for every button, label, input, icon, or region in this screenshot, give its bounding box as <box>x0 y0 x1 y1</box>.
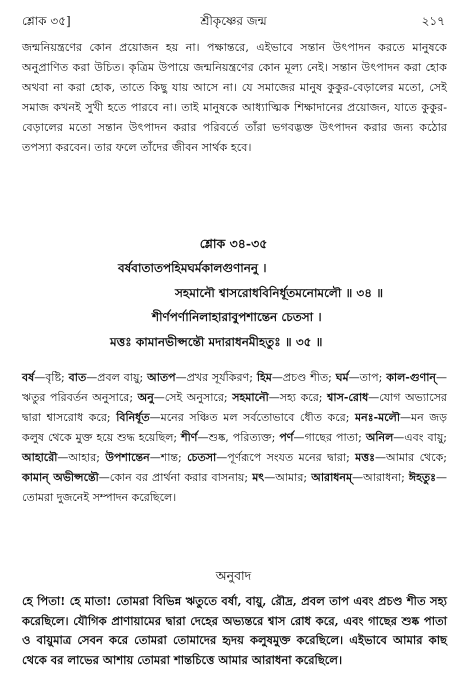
synonym-word: আহারৌ <box>22 451 58 464</box>
synonym-dash: — <box>175 371 187 384</box>
synonym-dash: — <box>98 471 110 484</box>
synonym-meaning: প্রবল বায়ু; <box>97 371 148 384</box>
synonym-dash: — <box>268 391 280 404</box>
synonym-word: শীর্ণ <box>181 431 198 444</box>
synonym-dash: — <box>375 451 387 464</box>
synonym-dash: — <box>436 371 447 384</box>
synonym-dash: — <box>34 371 46 384</box>
synonym-word: চেতসা <box>187 451 217 464</box>
synonym-word: সহমানৌ <box>232 391 269 404</box>
synonym-word: উপশান্তেন <box>105 451 150 464</box>
word-meanings <box>22 368 447 508</box>
synonym-word: কামান্ অভীপ্সন্তৌ <box>22 471 99 484</box>
synonym-word: শ্বাস-রোধ <box>327 391 369 404</box>
page-header <box>22 12 445 30</box>
synonym-word: পর্ণ <box>279 431 294 444</box>
synonym-meaning: শুষ্ক, পরিত্যক্ত; <box>208 431 280 444</box>
synonym-meaning: আমার থেকে; <box>386 451 447 464</box>
synonym-dash: — <box>293 431 305 444</box>
synonym-dash: — <box>197 431 209 444</box>
synonym-word: অনিল <box>365 431 394 444</box>
verse-reference: শ্লোক ৩৫] <box>22 14 71 28</box>
verse-line-1: বর্ষবাতাতপহিমঘর্মকালগুণাননু । <box>118 261 267 275</box>
synonym-meaning: এবং বায়ু; <box>404 431 448 444</box>
synonym-meaning: সহ্য করে; <box>279 391 328 404</box>
synonym-meaning: কোন বর প্রার্থনা করার বাসনায়; <box>109 471 253 484</box>
synonym-meaning: আমার; <box>275 471 312 484</box>
synonym-dash: — <box>393 431 405 444</box>
synonym-meaning: মনের সঞ্চিত মল সর্বতোভাবে ধৌত করে; <box>160 411 356 424</box>
synonym-word: মৎ <box>252 471 265 484</box>
synonym-dash: — <box>271 371 283 384</box>
synonym-word: বিনির্ধূত <box>116 411 150 424</box>
synonym-meaning: সেই অনুসারে; <box>164 391 233 404</box>
synonym-dash: — <box>352 471 364 484</box>
synonym-meaning: প্রচণ্ড শীত; <box>282 371 336 384</box>
synonym-dash: — <box>264 471 276 484</box>
synonym-meaning: তাপ; <box>359 371 387 384</box>
synonym-meaning: আরাধনা; <box>363 471 409 484</box>
synonym-word: ঈহতুঃ <box>408 471 437 484</box>
synonym-word: মত্তঃ <box>355 451 376 464</box>
synonym-word: হিম <box>256 371 272 384</box>
synonym-word: ঘর্ম <box>335 371 349 384</box>
synonym-word: আতপ <box>147 371 176 384</box>
verse-line-4: মত্তঃ কামানভীপ্সন্তৌ মদারাধনমীহতুঃ ॥ ৩৫ ॥ <box>110 335 323 349</box>
synonym-word: বর্ষ <box>22 371 35 384</box>
synonym-dash: — <box>149 451 161 464</box>
synonym-meaning: ঋতুর পরিবর্তন অনুসারে; <box>22 391 138 404</box>
synonym-word: অনু <box>137 391 154 404</box>
synonym-meaning: মন জড় কলুষ থেকে মুক্ত হয়ে শুদ্ধ হয়েছিল; <box>22 411 447 444</box>
page-number: ২১৭ <box>421 14 445 28</box>
synonym-dash: — <box>400 411 412 424</box>
synonym-dash: — <box>216 451 228 464</box>
synonym-dash: — <box>436 471 448 484</box>
synonym-dash: — <box>153 391 165 404</box>
synonym-dash: — <box>57 451 69 464</box>
synonym-word: কাল-গুণান্ <box>386 371 436 384</box>
synonym-meaning: যোগ অভ্যাসের দ্বারা শ্বাসরোধ করে; <box>22 391 447 424</box>
synonym-meaning: পূর্ণরূপে সংযত মনের দ্বারা; <box>227 451 356 464</box>
synonym-meaning: তোমরা দুজনেই সম্পাদন করেছিলে। <box>22 491 177 504</box>
synonym-meaning: প্রখর সূর্যকিরণ; <box>186 371 257 384</box>
synonym-dash: — <box>368 391 380 404</box>
synonym-dash: — <box>149 411 161 424</box>
synonym-meaning: আহার; <box>68 451 106 464</box>
chapter-title: শ্রীকৃষ্ণের জন্ম <box>200 14 267 28</box>
purport-paragraph: জন্মনিয়ন্ত্রণের কোন প্রয়োজন হয় না। পক্ষান্তরে, এইভাবে সন্তান উৎপাদন করতে মানুষকে অনুপ্রাণিত করা উচিত। কৃত্রিম উপায়ে জন্মনিয়ন্ত্রণের কোন মূল্য নেই। সন্তান উৎপাদন করা হোক অথবা না করা হোক, তাতে কিছু যায় আসে না। যে সমাজের মানুষ কুকুর-বেড়ালের মতো, সেই সমাজ কখনই সুখী হতে পারবে না। তাই মানুষকে আধ্যাত্মিক শিক্ষাদানের প্রয়োজন, যাতে কুকুর-বেড়ালের মতো সন্তান উৎপাদন করার পরিবর্তে তাঁরা ভগবদ্ভক্ত উৎপাদন করার জন্য কঠোর তপস্যা করবেন। তার ফলে তাঁদের জীবন সার্থক হবে। <box>22 41 447 154</box>
synonym-word: মনঃ-মলৌ <box>355 411 401 424</box>
synonym-meaning: গাছের পাতা; <box>304 431 366 444</box>
verse-line-2: সহমানৌ শ্বাসরোধবিনির্ধূতমনোমলৌ ॥ ৩৪ ॥ <box>175 286 383 300</box>
verse-title: শ্লোক ৩৪-৩৫ <box>199 236 268 251</box>
synonym-word: বাত <box>68 371 87 384</box>
synonym-dash: — <box>86 371 98 384</box>
translation-paragraph: হে পিতা! হে মাতা! তোমরা বিভিন্ন ঋতুতে বর্ষা, বায়ু, রৌদ্র, প্রবল তাপ এবং প্রচণ্ড শীত সহ্য করেছিলে। যৌগিক প্রাণায়ামের দ্বারা দেহের অভ্যন্তরে শ্বাস রোধ করে, এবং গাছের শুষ্ক পাতা ও বায়ুমাত্র সেবন করে তোমরা তোমাদের হৃদয় কলুষমুক্ত করেছিলে। এইভাবে আমার কাছ থেকে বর লাভের আশায় তোমরা শান্তচিত্তে আমার আরাধনা করেছিলে। <box>22 594 447 667</box>
synonym-dash: — <box>348 371 360 384</box>
translation-title: অনুবাদ <box>215 568 252 583</box>
synonym-word: আরাধনম্ <box>311 471 353 484</box>
verse-line-3: শীর্ণপর্ণানিলাহারাবুপশান্তেন চেতসা । <box>152 310 322 324</box>
synonym-meaning: শান্ত; <box>160 451 188 464</box>
synonym-meaning: বৃষ্টি; <box>45 371 69 384</box>
